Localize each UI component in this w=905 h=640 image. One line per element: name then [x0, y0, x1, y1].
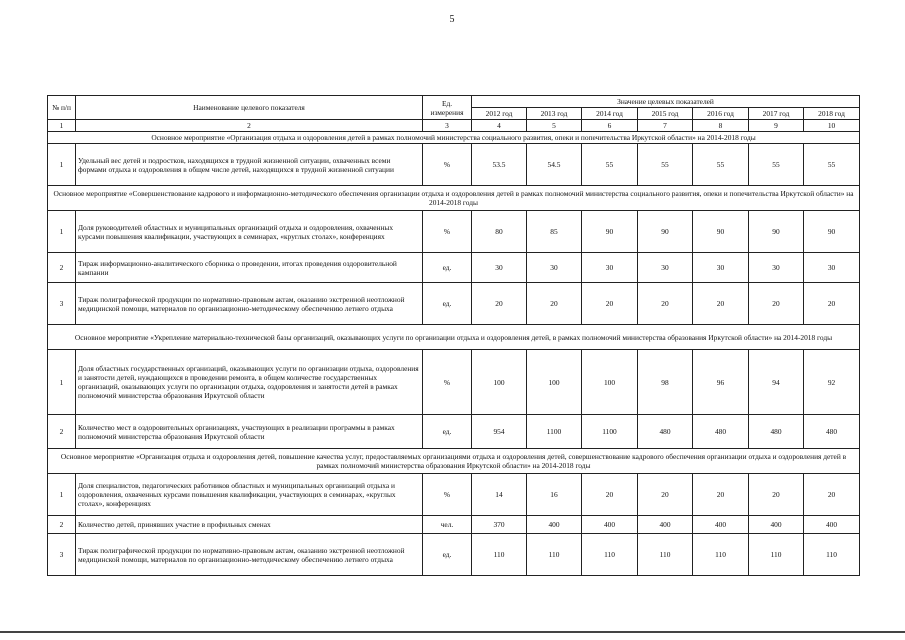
- row-value: 30: [749, 253, 804, 283]
- row-value: 400: [693, 516, 749, 534]
- table-row: [48, 253, 860, 283]
- row-indicator-name: Удельный вес детей и подростков, находящихся в трудной жизненной ситуации, охваченных всеми формами отдыха и оздоровления в общем числе детей, находящихся в трудной жизненной ситуации: [76, 144, 423, 186]
- column-number: 8: [693, 120, 749, 132]
- column-number: 5: [527, 120, 582, 132]
- section-title: Основное мероприятие «Организация отдыха и оздоровления детей в рамках полномочий министерства социального развития, опеки и попечительства Иркутской области» на 2014-2018 годы: [48, 132, 860, 144]
- table-row: [48, 144, 860, 186]
- row-num: 3: [48, 534, 76, 576]
- row-num: 1: [48, 211, 76, 253]
- row-value: 110: [693, 534, 749, 576]
- row-value: 20: [472, 283, 527, 325]
- row-value: 400: [804, 516, 860, 534]
- row-value: 20: [804, 474, 860, 516]
- row-value: 110: [749, 534, 804, 576]
- section-title-row: [48, 186, 860, 211]
- row-unit: %: [423, 474, 472, 516]
- row-value: 370: [472, 516, 527, 534]
- section-title-row: [48, 449, 860, 474]
- column-number: 7: [638, 120, 693, 132]
- row-value: 20: [582, 474, 638, 516]
- header-year: 2012 год: [472, 108, 527, 120]
- row-value: 55: [804, 144, 860, 186]
- row-num: 1: [48, 144, 76, 186]
- row-value: 954: [472, 415, 527, 449]
- row-value: 100: [582, 350, 638, 415]
- row-value: 98: [638, 350, 693, 415]
- row-value: 110: [804, 534, 860, 576]
- row-value: 100: [527, 350, 582, 415]
- row-value: 110: [638, 534, 693, 576]
- row-num: 1: [48, 350, 76, 415]
- table-row: [48, 283, 860, 325]
- row-value: 110: [527, 534, 582, 576]
- row-num: 2: [48, 516, 76, 534]
- row-value: 85: [527, 211, 582, 253]
- row-value: 92: [804, 350, 860, 415]
- row-indicator-name: Тираж полиграфической продукции по нормативно-правовым актам, оказанию экстренной неотложной медицинской помощи, материалов по организационно-методическому обеспечению летнего отдыха: [76, 283, 423, 325]
- page-number: 5: [449, 14, 455, 25]
- header-year: 2015 год: [638, 108, 693, 120]
- row-unit: ед.: [423, 415, 472, 449]
- row-indicator-name: Количество детей, принявших участие в профильных сменах: [76, 516, 423, 534]
- row-value: 30: [527, 253, 582, 283]
- row-value: 20: [693, 474, 749, 516]
- row-value: 90: [582, 211, 638, 253]
- table-row: [48, 350, 860, 415]
- header-year: 2013 год: [527, 108, 582, 120]
- table-row: [48, 415, 860, 449]
- row-value: 20: [749, 283, 804, 325]
- row-indicator-name: Количество мест в оздоровительных организациях, участвующих в реализации программы в рамках полномочий министерства образования Иркутской области: [76, 415, 423, 449]
- section-title: Основное мероприятие «Совершенствование кадрового и информационно-методического обеспечения организации отдыха и оздоровления детей в рамках полномочий министерства социального развития, опеки и попечительства Иркутской области» на 2014-2018 годы: [48, 186, 860, 211]
- row-num: 2: [48, 415, 76, 449]
- row-value: 90: [749, 211, 804, 253]
- row-unit: чел.: [423, 516, 472, 534]
- column-number: 2: [76, 120, 423, 132]
- row-value: 400: [527, 516, 582, 534]
- target-indicators-table: [47, 95, 860, 576]
- column-number: 1: [48, 120, 76, 132]
- header-year: 2014 год: [582, 108, 638, 120]
- row-indicator-name: Доля областных государственных организаций, оказывающих услуги по организации отдыха, оздоровления и занятости детей, нуждающихся в проведении ремонта, в общем количестве государственных организаций, оказывающих услуги по организации отдыха, оздоровления и занятости детей в рамках полномочий министерства образования Иркутской области: [76, 350, 423, 415]
- row-num: 1: [48, 474, 76, 516]
- row-value: 30: [582, 253, 638, 283]
- row-value: 55: [582, 144, 638, 186]
- row-value: 20: [804, 283, 860, 325]
- row-value: 400: [749, 516, 804, 534]
- row-value: 55: [638, 144, 693, 186]
- row-value: 110: [472, 534, 527, 576]
- table-row: [48, 211, 860, 253]
- column-number: 3: [423, 120, 472, 132]
- row-value: 80: [472, 211, 527, 253]
- row-value: 20: [638, 283, 693, 325]
- header-unit: Ед. измерения: [423, 96, 472, 120]
- row-value: 20: [582, 283, 638, 325]
- row-indicator-name: Тираж полиграфической продукции по нормативно-правовым актам, оказанию экстренной неотложной медицинской помощи, материалов по организационно-методическому обеспечению летнего отдыха: [76, 534, 423, 576]
- row-value: 100: [472, 350, 527, 415]
- header-indicator-name: Наименование целевого показателя: [76, 96, 423, 120]
- column-number: 6: [582, 120, 638, 132]
- row-value: 90: [693, 211, 749, 253]
- row-value: 480: [804, 415, 860, 449]
- column-number: 10: [804, 120, 860, 132]
- row-value: 96: [693, 350, 749, 415]
- row-value: 55: [693, 144, 749, 186]
- row-value: 480: [693, 415, 749, 449]
- section-title: Основное мероприятие «Укрепление материально-технической базы организаций, оказывающих услуги по организации отдыха и оздоровления детей, в рамках полномочий министерства образования Иркутской области» на 2014-2018 годы: [48, 325, 860, 350]
- row-value: 30: [693, 253, 749, 283]
- row-unit: ед.: [423, 253, 472, 283]
- section-title-row: [48, 325, 860, 350]
- row-unit: %: [423, 211, 472, 253]
- row-value: 90: [804, 211, 860, 253]
- header-year: 2018 год: [804, 108, 860, 120]
- row-value: 55: [749, 144, 804, 186]
- section-title-row: [48, 132, 860, 144]
- row-unit: %: [423, 350, 472, 415]
- column-number: 9: [749, 120, 804, 132]
- row-value: 30: [804, 253, 860, 283]
- header-num: № п/п: [48, 96, 76, 120]
- row-value: 20: [693, 283, 749, 325]
- table-row: [48, 534, 860, 576]
- row-value: 30: [472, 253, 527, 283]
- row-value: 1100: [527, 415, 582, 449]
- row-value: 110: [582, 534, 638, 576]
- row-indicator-name: Доля руководителей областных и муниципальных организаций отдыха и оздоровления, охваченных курсами повышения квалификации, участвующих в семинарах, «круглых столах», конференциях: [76, 211, 423, 253]
- row-num: 3: [48, 283, 76, 325]
- header-year: 2017 год: [749, 108, 804, 120]
- row-value: 480: [638, 415, 693, 449]
- row-unit: %: [423, 144, 472, 186]
- row-value: 30: [638, 253, 693, 283]
- scan-bottom-edge: [0, 631, 905, 633]
- row-value: 20: [638, 474, 693, 516]
- row-value: 53.5: [472, 144, 527, 186]
- row-unit: ед.: [423, 283, 472, 325]
- column-number-row: [48, 120, 860, 132]
- column-number: 4: [472, 120, 527, 132]
- row-value: 94: [749, 350, 804, 415]
- table-row: [48, 474, 860, 516]
- row-value: 90: [638, 211, 693, 253]
- row-value: 400: [638, 516, 693, 534]
- row-indicator-name: Доля специалистов, педагогических работников областных и муниципальных организаций отдыха и оздоровления, охваченных курсами повышения квалификации, участвующих в семинарах, «круглых столах», конференциях: [76, 474, 423, 516]
- row-value: 16: [527, 474, 582, 516]
- row-value: 480: [749, 415, 804, 449]
- row-value: 400: [582, 516, 638, 534]
- header-year: 2016 год: [693, 108, 749, 120]
- header-values-group: Значение целевых показателей: [472, 96, 860, 108]
- row-value: 20: [749, 474, 804, 516]
- row-value: 14: [472, 474, 527, 516]
- row-value: 20: [527, 283, 582, 325]
- row-num: 2: [48, 253, 76, 283]
- row-unit: ед.: [423, 534, 472, 576]
- row-indicator-name: Тираж информационно-аналитического сборника о проведении, итогах проведения оздоровительной кампании: [76, 253, 423, 283]
- row-value: 1100: [582, 415, 638, 449]
- row-value: 54.5: [527, 144, 582, 186]
- table-row: [48, 516, 860, 534]
- section-title: Основное мероприятие «Организация отдыха и оздоровления детей, повышение качества услуг, предоставляемых организациями отдыха и оздоровления детей, совершенствование кадрового обеспечения организации отдыха и оздоровления детей в рамках полномочий министерства образования Иркутской области» на 2014-2018 годы: [48, 449, 860, 474]
